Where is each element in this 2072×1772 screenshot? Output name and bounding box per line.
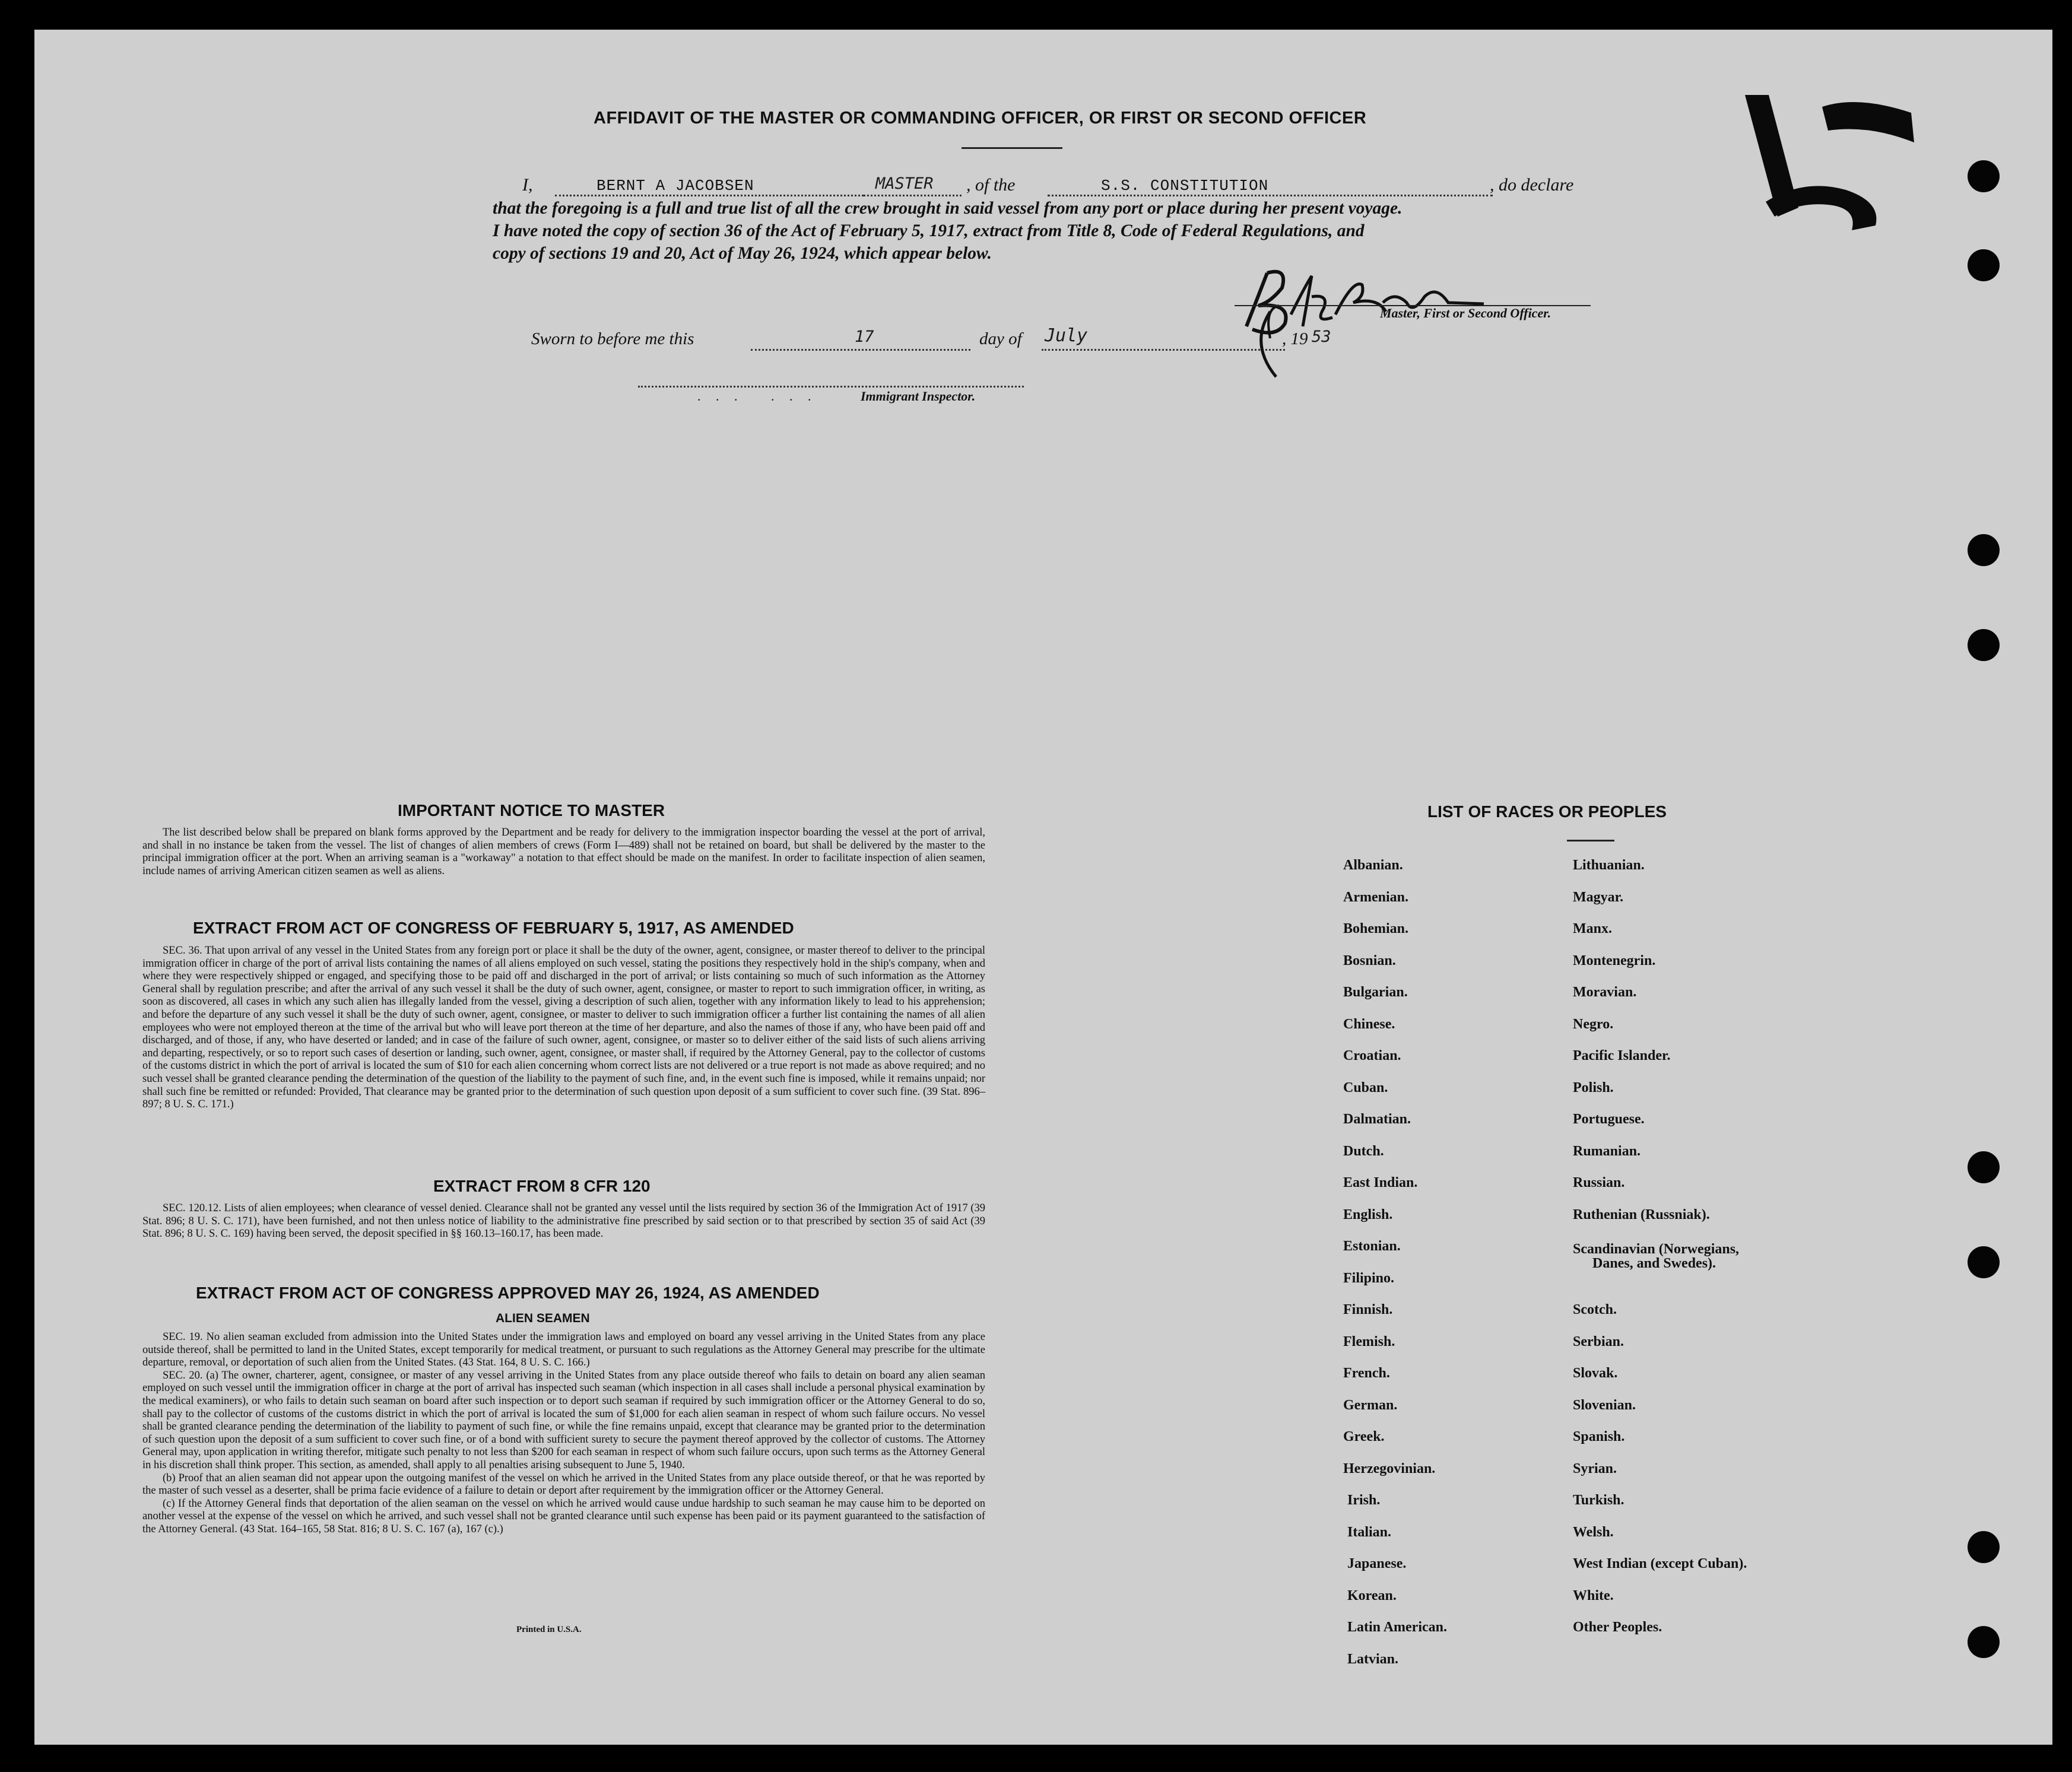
extract-1924-block (142, 1331, 985, 1536)
sworn-year-prefix: , 19 (1282, 329, 1308, 348)
affidavit-body-line2: that the foregoing is a full and true list of all the crew brought in said vessel from any port or place during her present voyage. (493, 199, 1403, 218)
race-item: Bulgarian. (1343, 985, 1408, 1000)
race-item: Montenegrin. (1573, 952, 1656, 968)
vessel-name[interactable]: S.S. CONSTITUTION (1101, 177, 1269, 195)
race-item: Greek. (1343, 1429, 1385, 1444)
races-heading: LIST OF RACES OR PEOPLES (1427, 802, 1667, 821)
affidavit-body-line4: copy of sections 19 and 20, Act of May 26, 1924, which appear below. (493, 244, 992, 263)
race-item: Croatian. (1343, 1048, 1401, 1063)
sworn-year[interactable]: 53 (1312, 328, 1331, 346)
race-item: Scotch. (1573, 1302, 1617, 1317)
race-item: Bohemian. (1343, 921, 1409, 936)
sworn-day[interactable]: 17 (855, 328, 874, 346)
race-item: West Indian (except Cuban). (1573, 1556, 1747, 1571)
extract-1917-heading: EXTRACT FROM ACT OF CONGRESS OF FEBRUARY 5, 1917, AS AMENDED (193, 919, 794, 937)
race-item: White. (1573, 1587, 1614, 1603)
affidavit-heading: AFFIDAVIT OF THE MASTER OR COMMANDING OFFICER, OR FIRST OR SECOND OFFICER (594, 109, 1367, 128)
race-item: East Indian. (1343, 1175, 1418, 1190)
race-item: German. (1343, 1397, 1398, 1413)
race-item: Magyar. (1573, 889, 1624, 905)
race-item: Dutch. (1343, 1143, 1384, 1159)
race-item: Irish. (1347, 1492, 1381, 1508)
race-item: Syrian. (1573, 1460, 1617, 1476)
race-item: Estonian. (1343, 1239, 1401, 1254)
race-item: Latin American. (1347, 1619, 1447, 1635)
race-item: Danes, and Swedes). (1592, 1256, 1716, 1271)
race-item: Dalmatian. (1343, 1112, 1411, 1127)
blank-line (864, 195, 962, 196)
inspector-caption: Immigrant Inspector. (861, 389, 976, 404)
sec-20c-text: (c) If the Attorney General finds that deportation of the alien seaman on the vessel on which he arrived would cause undue hardship to such seaman he may cause him to be deported on another vessel at the expense of the vessel on which he arrived, and such vessel shall not be granted clearance until such expense has been paid or its payment guaranteed to the satisfaction of the Attorney General. (43 Stat. 164–165, 58 Stat. 816; 8 U. S. C. 167 (a), 167 (c).) (142, 1497, 985, 1535)
dots: . . . . . . (697, 389, 817, 404)
affidavit-line1-prefix: I, (522, 175, 533, 195)
race-item: Turkish. (1573, 1492, 1624, 1508)
race-item: Japanese. (1347, 1556, 1407, 1571)
handwritten-mark (1733, 89, 1929, 231)
blank-line (751, 349, 970, 351)
race-item: Scandinavian (Norwegians, (1573, 1241, 1740, 1257)
punch-hole (1968, 249, 2000, 281)
race-item: Slovenian. (1573, 1397, 1636, 1413)
sworn-prefix: Sworn to before me this (531, 329, 694, 348)
race-item: Armenian. (1343, 889, 1408, 905)
punch-hole (1968, 534, 2000, 566)
punch-hole (1968, 1626, 2000, 1658)
of-the-text: , of the (966, 175, 1016, 195)
sworn-bracket (1246, 309, 1282, 380)
race-item: Lithuanian. (1573, 858, 1645, 873)
sec-20a-text: SEC. 20. (a) The owner, charterer, agent, consignee, or master of any vessel arriving in the United States from any place outside thereof who fails to detain on board any alien seaman employed on such vessel until the immigration officer in charge at the port of arrival has inspected such seaman (which inspection in all cases shall include a personal physical examination by the medical examiners), or who fails to detain such seaman on board after such inspection or to deport such seaman if required by such immigration officer or the Attorney General to do so, shall pay to the collector of customs of the customs district in which the port of arrival is located the sum of $1,000 for each alien seaman in respect of whom such failure occurs. No vessel shall be granted clearance pending the determination of the liability to payment of such fine, or while the fine remains unpaid, except that clearance may be granted prior to the determination of such question upon the deposit of a sum sufficient to cover such fine, or of a bond with sufficient surety to secure the payment thereof approved by the collector of customs. The Attorney General may, upon application in writing therefor, mitigate such penalty to not less than $200 for each seaman in respect of whom such failure occurs, upon such terms as the Attorney General in his discretion shall think proper. This section, as amended, shall apply to all penalties arising subsequent to June 5, 1940. (142, 1369, 985, 1471)
race-item: Chinese. (1343, 1016, 1395, 1032)
race-item: Welsh. (1573, 1524, 1614, 1540)
race-item: English. (1343, 1206, 1393, 1222)
race-item: Moravian. (1573, 985, 1637, 1000)
notice-heading: IMPORTANT NOTICE TO MASTER (398, 801, 665, 820)
signature-caption: Master, First or Second Officer. (1380, 306, 1551, 320)
race-item: Italian. (1347, 1524, 1392, 1540)
extract-cfr-heading: EXTRACT FROM 8 CFR 120 (433, 1177, 651, 1195)
alien-seamen-subheading: ALIEN SEAMEN (496, 1311, 590, 1325)
race-item: Manx. (1573, 921, 1612, 936)
race-item: Rumanian. (1573, 1143, 1641, 1159)
sec-20b-text: (b) Proof that an alien seaman did not appear upon the outgoing manifest of the vessel on which he arrived in the United States from any place outside thereof, or that he was reported by the master of such vessel as a deserter, shall be prima facie evidence of a failure to detain or deport after requirement by the immigration officer or the Attorney General. (142, 1472, 985, 1497)
blank-line (555, 195, 864, 196)
inspector-signature-line (638, 386, 1024, 388)
race-item: Slovak. (1573, 1365, 1618, 1381)
extract-1924-heading: EXTRACT FROM ACT OF CONGRESS APPROVED MAY 26, 1924, AS AMENDED (196, 1284, 820, 1302)
race-item: Ruthenian (Russniak). (1573, 1206, 1710, 1222)
race-item: Other Peoples. (1573, 1619, 1662, 1635)
race-item: Spanish. (1573, 1429, 1625, 1444)
race-item: French. (1343, 1365, 1390, 1381)
punch-hole (1968, 1531, 2000, 1563)
race-item: Herzegovinian. (1343, 1460, 1436, 1476)
race-item: Russian. (1573, 1175, 1625, 1190)
race-item: Albanian. (1343, 858, 1403, 873)
extract-cfr-body: SEC. 120.12. Lists of alien employees; when clearance of vessel denied. Clearance shall not be granted any vessel until the lists required by section 36 of the Immigration Act of 1917 (39 Stat. 896; 8 U. S. C. 171), have been furnished, and not then unless notice of liability to the administrative fine prescribed by said section or to that prescribed by section 35 of said Act (39 Stat. 896; 8 U. S. C. 169) having been served, the deposit specified in §§ 160.13–160.17, has been made. (142, 1202, 985, 1240)
punch-hole (1968, 1246, 2000, 1278)
race-item: Serbian. (1573, 1333, 1624, 1349)
extract-1917-block (142, 945, 985, 1112)
affidavit-body-line3: I have noted the copy of section 36 of the Act of February 5, 1917, extract from Title 8, Code of Federal Regulations, and (493, 221, 1365, 240)
race-item: Flemish. (1343, 1333, 1395, 1349)
race-item: Finnish. (1343, 1302, 1393, 1317)
declare-text: , do declare (1490, 175, 1574, 195)
extract-1917-body: SEC. 36. That upon arrival of any vessel in the United States from any foreign port or place it shall be the duty of the owner, agent, consignee, or master thereof to deliver to the principal immigration officer in charge of the port of arrival lists containing the names of all aliens employed on such vessel, stating the positions they respectively hold in the ship's company, when and where they were respectively shipped or engaged, and specifying those to be paid off and discharged in the port of arrival; or lists containing so much of such information as the Attorney General shall by regulation prescribe; and after the arrival of any such vessel it shall be the duty of such owner, agent, consignee, or master to report to such immigration officer, in writing, as soon as discovered, all cases in which any such alien has illegally landed from the vessel, giving a description of such alien, together with any information likely to lead to his apprehension; and before the departure of any such vessel it shall be the duty of such owner, agent, consignee, or master to deliver to such immigration officer a further list containing the names of all alien employees who were not employed thereon at the time of the arrival but who will leave port thereon at the time of her departure, and also the names of those if any, who have been paid off and discharged, and of those, if any, who have deserted or landed; and in case of the failure of such owner, agent, consignee, or master so to deliver either of the said lists of such aliens arriving and departing, respectively, or so to report such cases of desertion or landing, such owner, agent, consignee, or master shall, if required by the Attorney General, pay to the collector of customs of the customs district in which the port of arrival is located the sum of $10 for each alien concerning whom correct lists are not delivered or a true report is not made as above required; and no such vessel shall be granted clearance pending the determination of the question of the liability to the payment of such fine, and, in the event such fine is imposed, while it remains unpaid; nor shall such fine be remitted or refunded: Provided, That clearance may be granted prior to the determination of such question upon deposit of a sum sufficient to cover such fine. (39 Stat. 896–897; 8 U. S. C. 171.) (142, 945, 985, 1111)
race-item: Polish. (1573, 1079, 1614, 1095)
notice-block (142, 827, 985, 878)
day-of-text: day of (979, 329, 1022, 348)
master-name[interactable]: BERNT A JACOBSEN (596, 177, 754, 195)
race-item: Filipino. (1343, 1270, 1395, 1286)
blank-line (1048, 195, 1493, 196)
punch-hole (1968, 1151, 2000, 1183)
race-item: Negro. (1573, 1016, 1614, 1032)
extract-cfr-block (142, 1202, 985, 1241)
heading-rule (962, 147, 1062, 149)
sworn-month[interactable]: July (1045, 325, 1088, 346)
race-item: Portuguese. (1573, 1112, 1645, 1127)
race-item: Cuban. (1343, 1079, 1388, 1095)
punch-hole (1968, 160, 2000, 192)
race-item: Bosnian. (1343, 952, 1396, 968)
notice-body: The list described below shall be prepared on blank forms approved by the Department and be ready for delivery to the immigration inspector boarding the vessel at the port of arrival, and shall in no instance be taken from the vessel. The list of changes of alien members of crews (Form I—489) shall not be retained on board, but shall be delivered by the master to the principal immigration officer at the port. When an arriving seaman is a "workaway" a notation to that effect should be made on the manifest. In order to facilitate inspection of alien seamen, include names of arriving American citizen seamen as well as aliens. (142, 827, 985, 877)
printed-in-usa: Printed in U.S.A. (516, 1625, 582, 1634)
race-item: Latvian. (1347, 1651, 1399, 1667)
master-rank[interactable]: MASTER (875, 174, 934, 193)
race-item: Korean. (1347, 1587, 1397, 1603)
punch-hole (1968, 629, 2000, 661)
races-heading-rule (1567, 840, 1614, 841)
sec-19-text: SEC. 19. No alien seaman excluded from admission into the United States under the immigration laws and employed on board any vessel arriving in the United States from any place outside thereof, shall be permitted to land in the United States, except temporarily for medical treatment, or pursuant to such regulations as the Attorney General may prescribe for the ultimate departure, removal, or deportation of such alien from the United States. (43 Stat. 164, 8 U. S. C. 166.) (142, 1331, 985, 1369)
race-item: Pacific Islander. (1573, 1048, 1671, 1063)
